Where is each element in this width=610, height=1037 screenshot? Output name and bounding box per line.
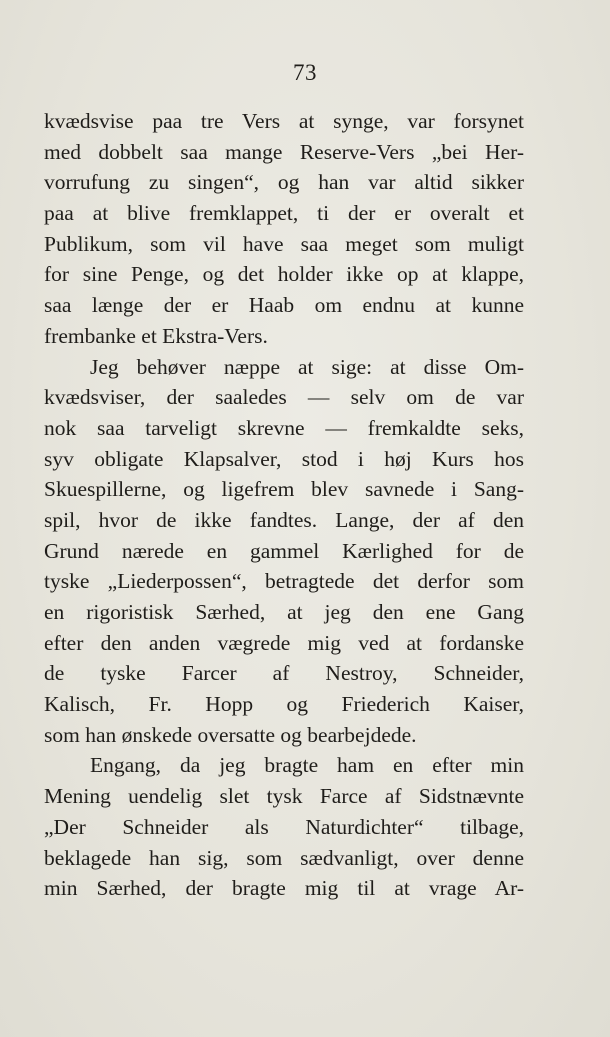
text-line: for sine Penge, og det holder ikke op at klappe, [44, 262, 524, 287]
text-line: Engang, da jeg bragte ham en efter min [90, 753, 524, 778]
text-line: frembanke et Ekstra-Vers. [44, 323, 268, 348]
text-line: Publikum, som vil have saa meget som muligt [44, 231, 524, 256]
text-line: tyske „Liederpossen“, betragtede det derfor som [44, 569, 524, 594]
text-line: Kalisch, Fr. Hopp og Friederich Kaiser, [44, 692, 524, 717]
text-line: beklagede han sig, som sædvanligt, over denne [44, 845, 524, 870]
page-number: 73 [293, 60, 317, 85]
text-line: Jeg behøver næppe at sige: at disse Om- [90, 354, 524, 379]
text-line: Grund nærede en gammel Kærlighed for de [44, 538, 524, 563]
text-line: kvædsviser, der saaledes — selv om de var [44, 385, 524, 410]
text-line: min Særhed, der bragte mig til at vrage Ar- [44, 876, 524, 901]
text-line: Skuespillerne, og ligefrem blev savnede i Sang- [44, 477, 524, 502]
text-line: efter den anden vægrede mig ved at fordanske [44, 630, 524, 655]
text-line: syv obligate Klapsalver, stod i høj Kurs hos [44, 446, 524, 471]
text-line: kvædsvise paa tre Vers at synge, var forsynet [44, 109, 524, 133]
text-line: nok saa tarveligt skrevne — fremkaldte seks, [44, 415, 524, 440]
text-line: paa at blive fremklappet, ti der er overalt et [44, 201, 524, 226]
text-line: „Der Schneider als Naturdichter“ tilbage, [44, 814, 524, 839]
text-line: spil, hvor de ikke fandtes. Lange, der af den [44, 507, 524, 532]
text-line: vorrufung zu singen“, og han var altid sikker [44, 170, 524, 195]
text-line: en rigoristisk Særhed, at jeg den ene Gang [44, 600, 524, 624]
text-line: de tyske Farcer af Nestroy, Schneider, [44, 661, 524, 686]
text-line: saa længe der er Haab om endnu at kunne [44, 293, 524, 318]
text-line: Mening uendelig slet tysk Farce af Sidstnævnte [44, 784, 524, 809]
text-line: med dobbelt saa mange Reserve-Vers „bei Her- [44, 139, 524, 164]
text-line: som han ønskede oversatte og bearbejdede. [44, 722, 417, 747]
body-text [44, 106, 524, 904]
